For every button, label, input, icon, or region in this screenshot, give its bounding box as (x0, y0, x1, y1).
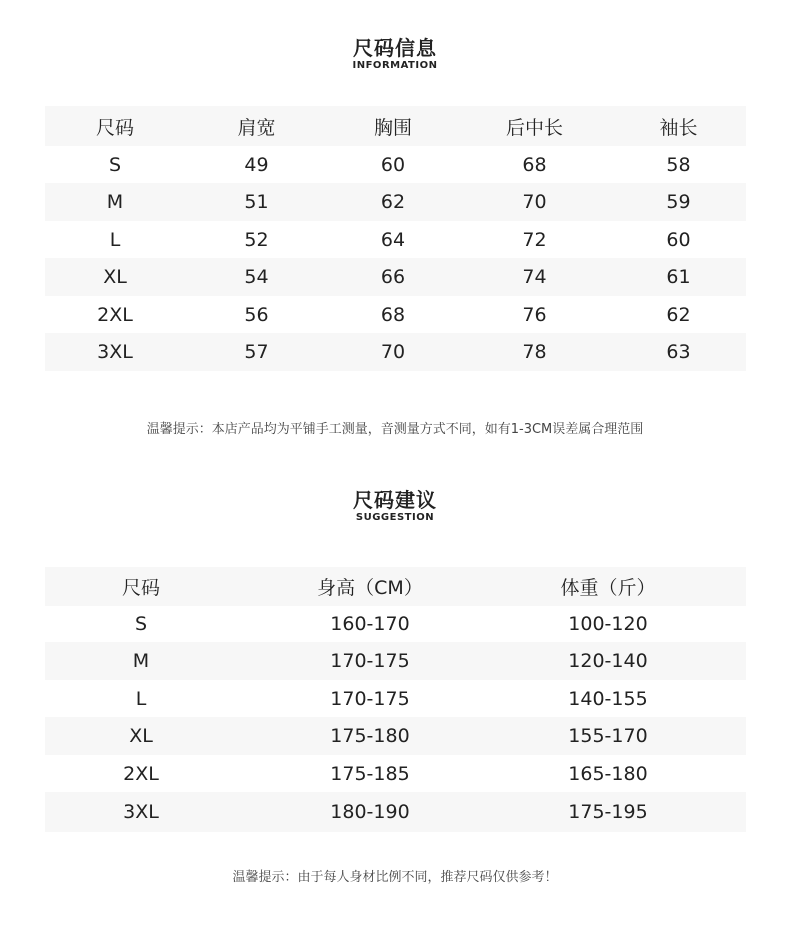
weight-cell: 100-120 (568, 613, 648, 635)
measurement-note: 温馨提示：本店产品均为平铺手工测量，音测量方式不同，如有1-3CM误差属合理范围 (146, 422, 644, 437)
sleeve-cell: 59 (666, 191, 691, 213)
size-cell: XL (129, 725, 153, 747)
size-cell: M (132, 650, 150, 672)
weight-cell: 155-170 (568, 725, 648, 747)
shoulder-cell: 54 (244, 266, 269, 288)
shoulder-cell: 51 (244, 191, 269, 213)
size-cell: XL (103, 266, 127, 288)
table-row (45, 183, 746, 221)
chest-cell: 66 (380, 266, 406, 288)
table-row (45, 258, 746, 296)
sleeve-cell: 62 (666, 303, 691, 326)
size-info-table (45, 106, 746, 371)
back-length-cell: 76 (522, 303, 547, 326)
size-cell: S (108, 153, 122, 176)
info-title: 尺码信息 (353, 36, 437, 60)
table-row (45, 642, 746, 680)
back-length-cell: 78 (522, 341, 547, 363)
back-length-cell: 72 (522, 228, 547, 251)
table-row (45, 296, 746, 333)
chest-cell: 62 (380, 191, 406, 213)
table-row (45, 717, 746, 755)
size-cell: L (135, 687, 147, 710)
height-cell: 160-170 (330, 613, 410, 635)
header-sleeve: 袖长 (659, 116, 698, 139)
height-cell: 180-190 (330, 801, 410, 823)
header-chest: 胸围 (373, 116, 412, 139)
header-shoulder: 肩宽 (237, 116, 276, 139)
weight-cell: 175-195 (568, 801, 648, 823)
back-length-cell: 74 (522, 266, 547, 288)
sleeve-cell: 63 (666, 341, 691, 363)
height-cell: 170-175 (330, 650, 410, 672)
header-height: 身高（CM） (317, 577, 423, 599)
size-suggestion-header-row (45, 567, 746, 606)
table-row (45, 146, 746, 183)
sleeve-cell: 61 (666, 266, 691, 288)
size-cell: 3XL (97, 341, 133, 363)
table-row (45, 792, 746, 832)
header-size: 尺码 (95, 116, 134, 139)
height-cell: 175-185 (330, 762, 410, 785)
suggestion-title: 尺码建议 (353, 488, 437, 512)
size-info-header-row (45, 106, 746, 146)
back-length-cell: 70 (522, 191, 547, 213)
table-row (45, 333, 746, 371)
table-row (45, 680, 746, 717)
weight-cell: 165-180 (568, 762, 648, 785)
shoulder-cell: 57 (244, 341, 269, 363)
size-cell: L (109, 228, 121, 251)
header-size: 尺码 (121, 577, 160, 599)
size-suggestion-table (45, 567, 746, 832)
info-subtitle: INFORMATION (352, 60, 438, 71)
table-row (45, 606, 746, 642)
sleeve-cell: 58 (666, 153, 691, 176)
suggestion-subtitle: SUGGESTION (355, 512, 435, 523)
chest-cell: 70 (380, 341, 406, 363)
chest-cell: 64 (380, 228, 406, 251)
shoulder-cell: 56 (244, 303, 269, 326)
size-cell: M (106, 191, 124, 213)
weight-cell: 140-155 (568, 687, 648, 710)
sleeve-cell: 60 (666, 228, 691, 251)
height-cell: 170-175 (330, 687, 410, 710)
suggestion-note: 温馨提示：由于每人身材比例不同，推荐尺码仅供参考！ (232, 870, 558, 885)
height-cell: 175-180 (330, 725, 410, 747)
size-cell: 2XL (97, 303, 133, 326)
chest-cell: 60 (380, 153, 406, 176)
table-row (45, 755, 746, 792)
shoulder-cell: 49 (244, 153, 269, 176)
table-row (45, 221, 746, 258)
chest-cell: 68 (380, 303, 406, 326)
shoulder-cell: 52 (244, 228, 269, 251)
back-length-cell: 68 (522, 153, 547, 176)
size-cell: 2XL (123, 762, 159, 785)
header-weight: 体重（斤） (560, 577, 656, 599)
header-back-length: 后中长 (505, 116, 563, 139)
weight-cell: 120-140 (568, 650, 648, 672)
size-cell: 3XL (123, 801, 159, 823)
size-cell: S (134, 613, 148, 635)
